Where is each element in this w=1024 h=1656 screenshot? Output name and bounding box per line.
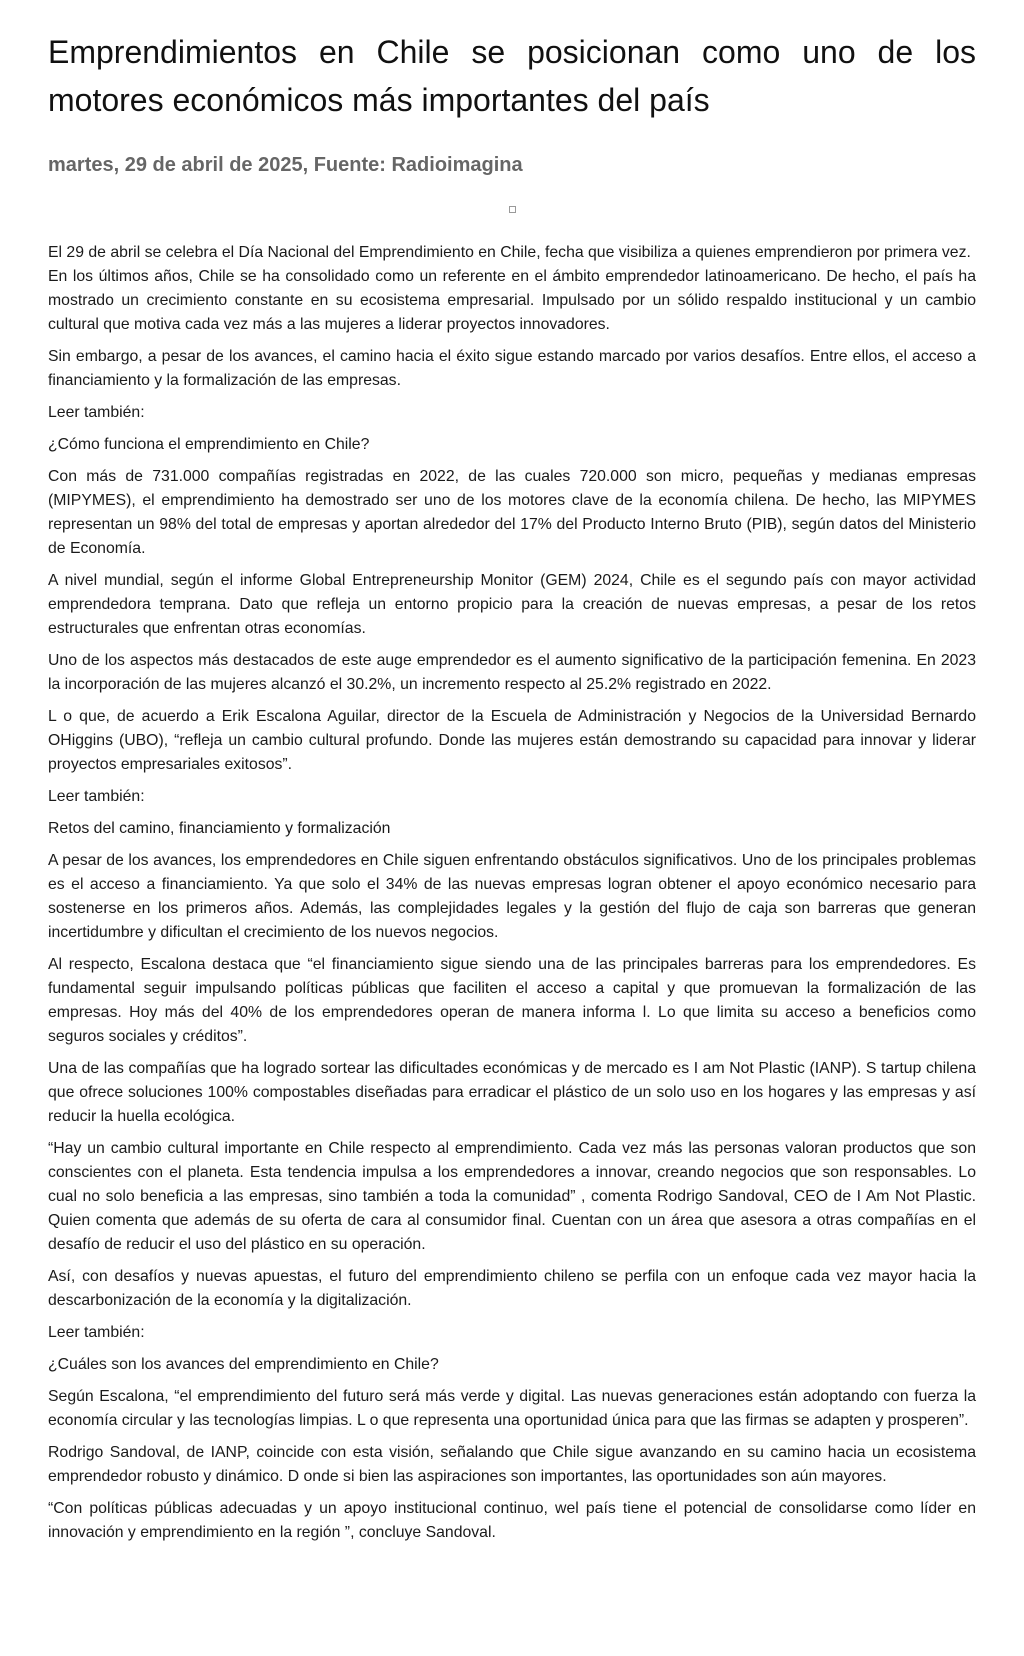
related-link[interactable]: ¿Cómo funciona el emprendimiento en Chile?	[48, 436, 370, 453]
article-date-source: martes, 29 de abril de 2025, Fuente: Radioimagina	[48, 154, 523, 176]
related-link[interactable]: Retos del camino, financiamiento y formalización	[48, 820, 391, 837]
broken-image-icon	[509, 206, 516, 213]
paragraph: Así, con desafíos y nuevas apuestas, el futuro del emprendimiento chileno se perfila con un enfoque cada vez mayor hacia la descarbonización de la economía y la digitalización.	[48, 1268, 976, 1309]
article-body	[48, 241, 976, 1545]
read-also-label: Leer también:	[48, 404, 145, 421]
read-also-label: Leer también:	[48, 1324, 145, 1341]
paragraph: Con más de 731.000 compañías registradas en 2022, de las cuales 720.000 son micro, pequeñas y medianas empresas (MIPYMES), el emprendimiento ha demostrado ser uno de los motores clave de la economía chilena. De hecho, las MIPYMES representan un 98% del total de empresas y aportan alrededor del 17% del Producto Interno Bruto (PIB), según datos del Ministerio de Economía.	[48, 468, 976, 557]
paragraph: Según Escalona, “el emprendimiento del futuro será más verde y digital. Las nuevas generaciones están adoptando con fuerza la economía circular y las tecnologías limpias. L o que representa una oportunidad única para que las firmas se adapten y prosperen”.	[48, 1388, 976, 1429]
paragraph: A pesar de los avances, los emprendedores en Chile siguen enfrentando obstáculos significativos. Uno de los principales problemas es el acceso a financiamiento. Ya que solo el 34% de las nuevas empresas logran obtener el apoyo económico necesario para sostenerse en los primeros años. Además, las complejidades legales y la gestión del flujo de caja son barreras que generan incertidumbre y dificultan el crecimiento de los nuevos negocios.	[48, 852, 976, 941]
paragraph: Rodrigo Sandoval, de IANP, coincide con esta visión, señalando que Chile sigue avanzando en su camino hacia un ecosistema emprendedor robusto y dinámico. D onde si bien las aspiraciones son importantes, las oportunidades son aún mayores.	[48, 1444, 976, 1485]
paragraph: Al respecto, Escalona destaca que “el financiamiento sigue siendo una de las principales barreras para los emprendedores. Es fundamental seguir impulsando políticas públicas que faciliten el acceso a capital y que promuevan la formalización de las empresas. Hoy más del 40% de los emprendedores operan de manera informa l. Lo que limita su acceso a beneficios como seguros sociales y créditos”.	[48, 956, 976, 1045]
paragraph: Una de las compañías que ha logrado sortear las dificultades económicas y de mercado es I am Not Plastic (IANP). S tartup chilena que ofrece soluciones 100% compostables diseñadas para erradicar el plástico de un solo uso en los hogares y las empresas y así reducir la huella ecológica.	[48, 1060, 976, 1125]
related-link[interactable]: ¿Cuáles son los avances del emprendimiento en Chile?	[48, 1356, 439, 1373]
paragraph: Sin embargo, a pesar de los avances, el camino hacia el éxito sigue estando marcado por varios desafíos. Entre ellos, el acceso a financiamiento y la formalización de las empresas.	[48, 348, 976, 389]
paragraph: Uno de los aspectos más destacados de este auge emprendedor es el aumento significativo de la participación femenina. En 2023 la incorporación de las mujeres alcanzó el 30.2%, un incremento respecto al 25.2% registrado en 2022.	[48, 652, 976, 693]
paragraph: “Hay un cambio cultural importante en Chile respecto al emprendimiento. Cada vez más las personas valoran productos que son conscientes con el planeta. Esta tendencia impulsa a los emprendedores a innovar, creando negocios que son responsables. Lo cual no solo beneficia a las empresas, sino también a toda la comunidad” , comenta Rodrigo Sandoval, CEO de I Am Not Plastic. Quien comenta que además de su oferta de cara al consumidor final. Cuentan con un área que asesora a otras compañías en el desafío de reducir el uso del plástico en su operación.	[48, 1140, 976, 1253]
paragraph: “Con políticas públicas adecuadas y un apoyo institucional continuo, wel país tiene el potencial de consolidarse como líder en innovación y emprendimiento en la región ”, concluye Sandoval.	[48, 1500, 976, 1541]
paragraph: L o que, de acuerdo a Erik Escalona Aguilar, director de la Escuela de Administración y Negocios de la Universidad Bernardo OHiggins (UBO), “refleja un cambio cultural profundo. Donde las mujeres están demostrando su capacidad para innovar y liderar proyectos empresariales exitosos”.	[48, 708, 976, 773]
paragraph: A nivel mundial, según el informe Global Entrepreneurship Monitor (GEM) 2024, Chile es el segundo país con mayor actividad emprendedora temprana. Dato que refleja un entorno propicio para la creación de nuevas empresas, a pesar de los retos estructurales que enfrentan otras economías.	[48, 572, 976, 637]
paragraph: En los últimos años, Chile se ha consolidado como un referente en el ámbito emprendedor latinoamericano. De hecho, el país ha mostrado un crecimiento constante en su ecosistema empresarial. Impulsado por un sólido respaldo institucional y un cambio cultural que motiva cada vez más a las mujeres a liderar proyectos innovadores.	[48, 268, 976, 333]
paragraph: El 29 de abril se celebra el Día Nacional del Emprendimiento en Chile, fecha que visibiliza a quienes emprendieron por primera vez.	[48, 244, 971, 261]
read-also-label: Leer también:	[48, 788, 145, 805]
article-title: Emprendimientos en Chile se posicionan como uno de los motores económicos más importantes del país	[48, 34, 976, 118]
article	[48, 0, 976, 1545]
